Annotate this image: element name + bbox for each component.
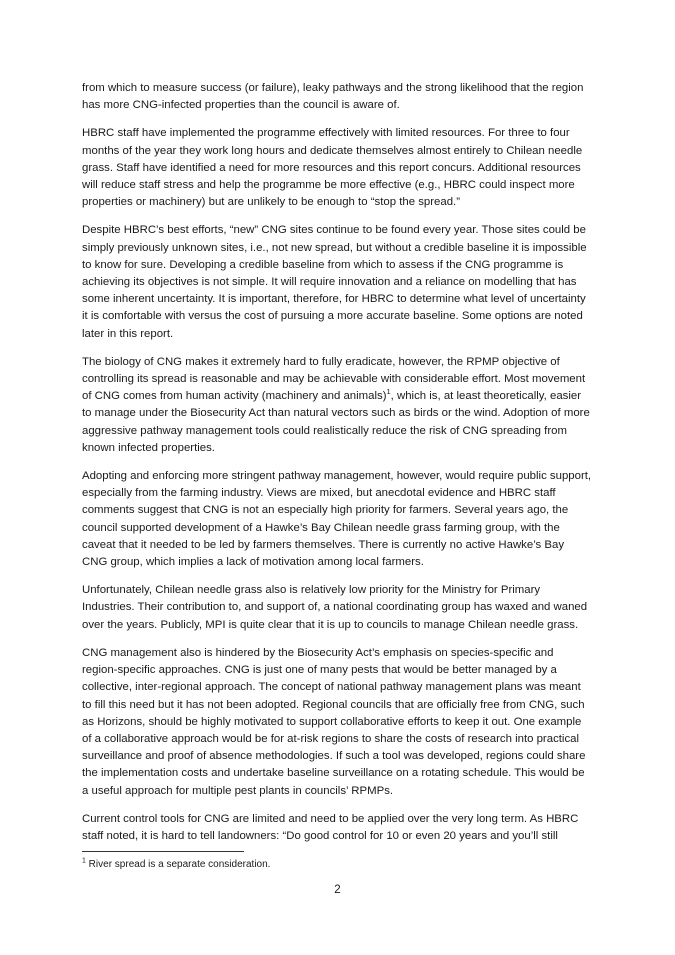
page-number: 2: [334, 884, 341, 896]
footnote: [82, 858, 592, 872]
paragraph: CNG management also is hindered by the Biosecurity Act’s emphasis on species-specific and region-specific approaches. CNG is just one of many pests that would be better managed by a collective, inter-regional approach. The concept of national pathway management plans was meant to fill this need but it has not been adopted. Regional councils that are officially free from CNG, such as Horizons, should be highly motivated to support collaborative efforts to keep it out. One example of a collaborative approach would be for at-risk regions to share the costs of research into practical surveillance and proof of absence methodologies. If such a tool was developed, regions could share the implementation costs and undertake baseline surveillance on a rotating schedule. This would be a useful approach for multiple pest plants in councils’ RPMPs.: [82, 646, 586, 797]
footnote-number: 1: [82, 857, 86, 865]
paragraph-with-footnote-ref: [82, 354, 592, 457]
paragraph: from which to measure success (or failure), leaky pathways and the strong likelihood that the region has more CNG-infected properties than the council is aware of.: [82, 82, 584, 112]
document-body: [82, 80, 592, 856]
footnote-divider: [82, 851, 244, 852]
paragraph-text: The biology of CNG makes it extremely hard to fully eradicate, however, the RPMP objective of controlling its spread is reasonable and may be achievable with considerable effort. Most movement of CNG comes from human activity (machinery and animals): [82, 355, 586, 403]
paragraph: Current control tools for CNG are limited and need to be applied over the very long term. As HBRC staff noted, it is hard to tell landowners: “Do good control for 10 or even 20 years and you’ll still: [82, 812, 579, 842]
paragraph: Despite HBRC’s best efforts, “new” CNG sites continue to be found every year. Those sites could be simply previously unknown sites, i.e., not new spread, but without a credible baseline it is impossible to know for sure. Developing a credible baseline from which to assess if the CNG programme is achieving its objectives is not simple. It will require innovation and a reliance on modelling that has some inherent uncertainty. It is important, therefore, for HBRC to determine what level of uncertainty it is comfortable with versus the cost of pursuing a more accurate baseline. Some options are noted later in this report.: [82, 224, 587, 340]
footnote-reference[interactable]: 1: [386, 387, 391, 397]
paragraph-text: , which is, at least theoretically, easier to manage under the Biosecurity Act than natural vectors such as birds or the wind. Adoption of more aggressive pathway management tools could realistically reduce the risk of CNG spreading from known infected properties.: [82, 390, 590, 454]
footnote-text: River spread is a separate consideration.: [85, 859, 271, 870]
paragraph: Adopting and enforcing more stringent pathway management, however, would require public support, especially from the farming industry. Views are mixed, but anecdotal evidence and HBRC staff comments suggest that CNG is not an especially high priority for farmers. Several years ago, the council supported development of a Hawke’s Bay Chilean needle grass farming group, with the caveat that it needed to be led by farmers themselves. There is currently no active Hawke’s Bay CNG group, which implies a lack of motivation among local farmers.: [82, 470, 592, 569]
paragraph: Unfortunately, Chilean needle grass also is relatively low priority for the Ministry for Primary Industries. Their contribution to, and support of, a national coordinating group has waxed and waned over the years. Publicly, MPI is quite clear that it is up to councils to manage Chilean needle grass.: [82, 584, 588, 631]
paragraph: HBRC staff have implemented the programme effectively with limited resources. For three to four months of the year they work long hours and dedicate themselves almost entirely to Chilean needle grass. Staff have identified a need for more resources and this report concurs. Additional resources will reduce staff stress and help the programme be more effective (e.g., HBRC could inspect more properties or machinery) but are unlikely to be enough to “stop the spread.”: [82, 127, 583, 209]
